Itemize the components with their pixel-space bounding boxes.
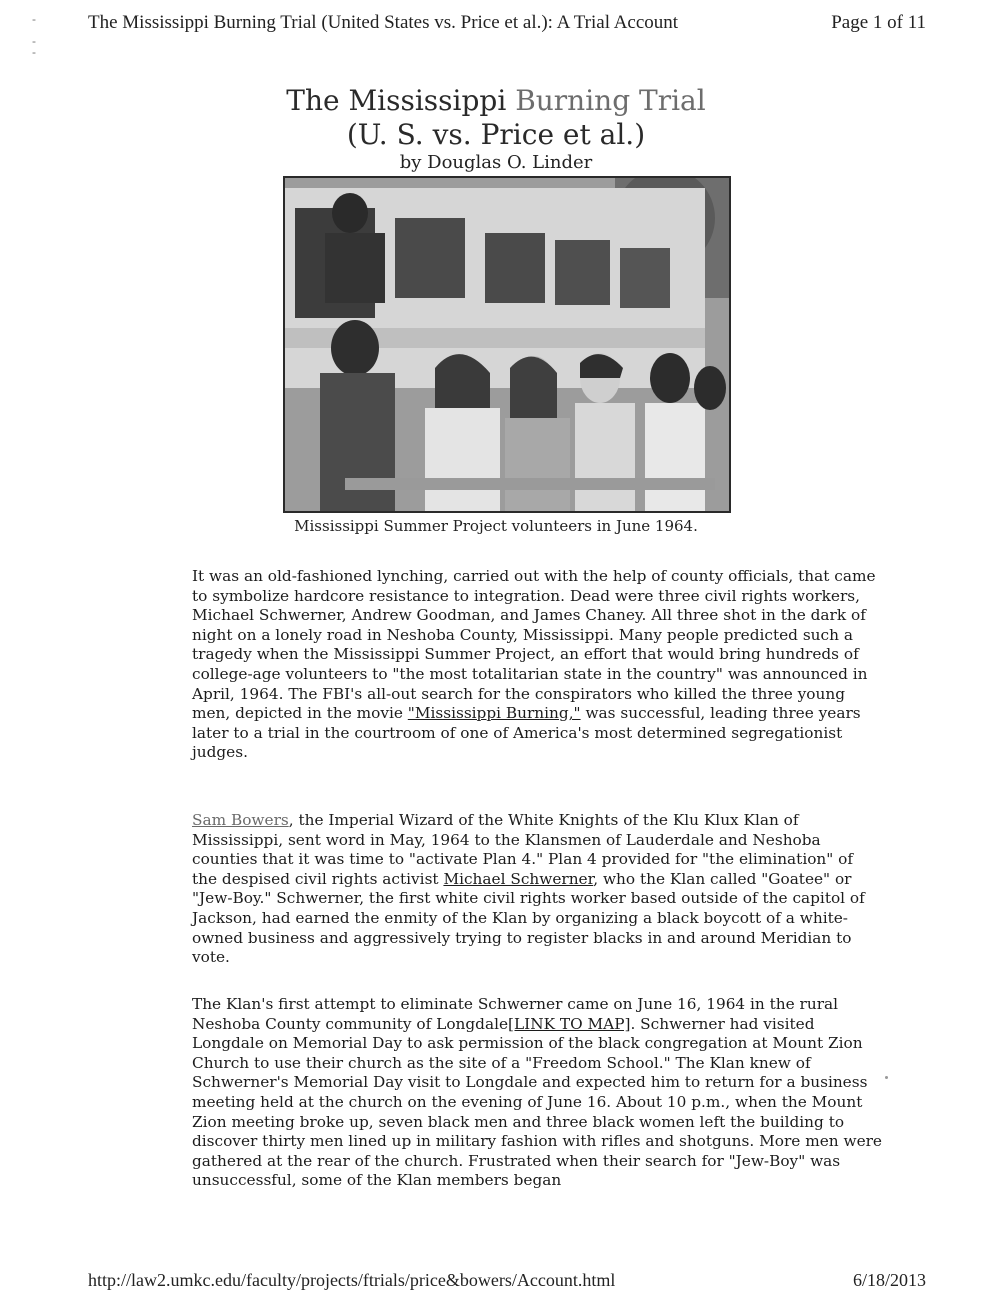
header-page-number: Page 1 of 11 xyxy=(831,12,926,33)
link-to-map[interactable]: [LINK TO MAP] xyxy=(508,1014,631,1033)
margin-marks: - - - xyxy=(32,12,36,59)
header-page-title: The Mississippi Burning Trial (United States vs. Price et al.): A Trial Account xyxy=(88,12,679,33)
scan-speck xyxy=(885,1076,888,1079)
p1-text-b: was successful, leading three years later to a trial in the courtroom of one of America's most determined segregationist judges. xyxy=(192,704,861,762)
paragraph-1 xyxy=(192,567,882,763)
mississippi-burning-link[interactable]: "Mississippi Burning," xyxy=(407,704,581,723)
sam-bowers-link[interactable]: Sam Bowers xyxy=(192,811,289,829)
byline: by Douglas O. Linder xyxy=(399,152,593,173)
p3-text-b: . Schwerner had visited Longdale on Memorial Day to ask permission of the black congregation at Mount Zion Church to use their church as the site of a "Freedom School." The Klan knew of Schwerner's Memorial Day visit to Longdale and expected him to return for a business meeting held at the church on the evening of June 16. About 10 p.m., when the Mount Zion meeting broke up, seven black men and three black women left the building to discover thirty men lined up in military fashion with rifles and shotguns. More men were gathered at the rear of the church. Frustrated when their search for "Jew-Boy" was unsuccessful, some of the Klan members began xyxy=(192,1014,882,1190)
footer-date: 6/18/2013 xyxy=(852,1270,926,1290)
footer-url: http://law2.umkc.edu/faculty/projects/ftrials/price&bowers/Account.html xyxy=(88,1270,616,1290)
p1-text-a: It was an old-fashioned lynching, carried out with the help of county officials, that came to symbolize hardcore resistance to integration. Dead were three civil rights workers, Michael Schwerner, Andrew Goodman, and James Chaney. All three shot in the dark of night on a lonely road in Neshoba County, Mississippi. Many people predicted such a tragedy when the Mississippi Summer Project, an effort that would bring hundreds of college-age volunteers to "the most totalitarian state in the country" was announced in April, 1964. The FBI's all-out search for the conspirators who killed the three young men, depicted in the movie xyxy=(192,567,876,723)
volunteers-photo xyxy=(283,176,731,513)
title-part-a: The Mississippi xyxy=(286,84,516,117)
photo-caption: Mississippi Summer Project volunteers in June 1964. xyxy=(294,517,698,535)
p2-text-b: , who the Klan called "Goatee" or "Jew-Boy." Schwerner, the first white civil rights worker based outside of the capitol of Jackson, had earned the enmity of the Klan by organizing a black boycott of a white-owned business and aggressively trying to register blacks in and around Meridian to vote. xyxy=(192,869,865,967)
p2-text-a: , the Imperial Wizard of the White Knights of the Klu Klux Klan of Mississippi, sent word in May, 1964 to the Klansmen of Lauderdale and Neshoba counties that it was time to "activate Plan 4." Plan 4 provided for "the elimination" of the despised civil rights activist xyxy=(192,811,854,888)
photo-illustration xyxy=(285,178,729,511)
title-part-b: Burning Trial xyxy=(515,84,706,117)
article-title-line2: (U. S. vs. Price et al.) xyxy=(346,118,646,151)
p3-text-a: The Klan's first attempt to eliminate Schwerner came on June 16, 1964 in the rural Neshoba County community of Longdale xyxy=(192,995,839,1033)
paragraph-3 xyxy=(192,995,882,1191)
paragraph-2 xyxy=(192,811,882,968)
article-title-line1 xyxy=(0,84,992,117)
michael-schwerner-link[interactable]: Michael Schwerner xyxy=(443,869,594,888)
